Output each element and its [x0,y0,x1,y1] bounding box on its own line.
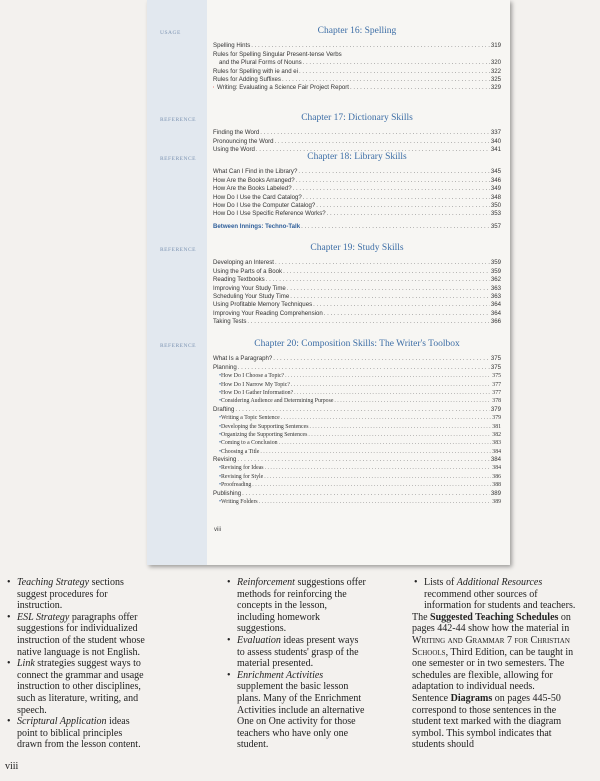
dot-leader [247,318,489,325]
feature-list-3 [412,577,582,612]
toc-entry [213,201,501,209]
dot-leader [303,194,490,201]
dot-leader [334,398,491,404]
dot-leader [238,364,490,371]
toc-entry-page: 384 [490,456,501,464]
toc-entry-title: Using the Word [213,146,255,154]
dot-leader [252,482,491,488]
toc-entry-page: 346 [490,176,501,184]
toc-entry-page: 341 [490,146,501,154]
toc-entry [213,388,501,396]
toc-entry-title: How Do I Use the Computer Catalog? [213,201,316,209]
toc-entry-page: 389 [492,499,501,506]
toc-entry-page: 359 [490,259,501,267]
toc-entry [213,266,501,274]
section-tag: REFERENCE [160,156,196,162]
toc-entry-title: Between Innings: Techno-Talk [213,222,301,230]
toc-entry [213,258,501,266]
toc-entry [213,58,501,66]
dot-leader [287,285,490,292]
toc-entry [213,455,501,463]
toc-entry [213,275,501,283]
toc-entry [213,317,501,325]
toc-entry [213,421,501,429]
toc-entry-page: 379 [492,415,501,422]
section-tag: USAGE [160,30,181,36]
toc-entry-page: 388 [492,482,501,489]
toc-entry [213,371,501,379]
toc-entry [213,446,501,454]
toc-entry-page: 377 [492,381,501,388]
toc-entry [213,41,501,49]
toc-entry-title: • Writing Folders [219,499,258,505]
chapter-title: Chapter 20: Composition Skills: The Writer's Toolbox [254,339,460,349]
toc-entry-title: • Revising for Style [219,474,263,480]
toc-entry-page: 357 [490,222,501,230]
toc-entry-page: 375 [490,355,501,363]
body-column-2 [225,577,366,751]
toc-entry-title: and the Plural Forms of Nouns [219,59,302,67]
toc-entry-page: 325 [490,75,501,83]
toc-entry [213,75,501,83]
toc-entry-title: • Choosing a Title [219,449,259,455]
toc-entry-page: 375 [490,363,501,371]
toc-entry [213,362,501,370]
dot-leader [299,68,490,75]
toc-entry-page: 359 [490,267,501,275]
toc-entry-title: What Is a Paragraph? [213,355,273,363]
toc-entry-title: • Developing the Supporting Sentences [219,424,308,430]
chapter-title: Chapter 18: Library Skills [307,152,407,162]
toc-entry-title: Developing an Interest [213,259,274,267]
toc-entry-title: Drafting [213,405,235,413]
toc-entry-page: 389 [490,489,501,497]
toc-entry-title: How Do I Use Specific Reference Works? [213,210,326,218]
dot-leader [293,185,490,192]
toc-entry [213,354,501,362]
toc-entry [213,471,501,479]
dot-leader [291,382,491,388]
dot-leader [282,76,490,83]
table-of-contents [147,0,510,565]
toc-entry-title: Planning [213,363,237,371]
toc-entry-title: • Coming to a Conclusion [219,440,278,446]
toc-entry-title: Pronouncing the Word [213,137,274,145]
toc-entry-title: How Do I Use the Card Catalog? [213,193,302,201]
toc-entry [213,488,501,496]
toc-entry-title: Taking Tests [213,318,247,326]
toc-entry-title: Reading Textbooks [213,276,265,284]
toc-entry-page: 353 [490,210,501,218]
dot-leader [275,259,490,266]
toc-entry [213,404,501,412]
toc-entry [213,167,501,175]
toc-entry-title: • How Do I Choose a Topic? [219,373,284,379]
dot-leader [290,293,490,300]
toc-entry-title: Publishing [213,489,242,497]
toc-entry-page: 386 [492,473,501,480]
section-tag: REFERENCE [160,343,196,349]
toc-entry [213,430,501,438]
toc-entry-page: 366 [490,318,501,326]
toc-folio: viii [214,527,221,533]
toc-entry-title: • How Do I Narrow My Topic? [219,382,290,388]
page-number: viii [5,761,19,772]
toc-entry-page: 382 [492,431,501,438]
list-item: • Enrichment Activities supplement the basic lesson plans. Many of the Enrichment Activities include an alternative One on One activity for those teachers who have only one student. [225,670,366,751]
chapter-title: Chapter 17: Dictionary Skills [301,113,413,123]
dot-leader [260,129,490,136]
toc-entry-page: 340 [490,137,501,145]
dot-leader [296,177,490,184]
toc-entry-page: 350 [490,201,501,209]
dot-leader [251,42,490,49]
toc-entry [213,283,501,291]
list-item: • Reinforcement suggestions offer methods for reinforcing the concepts in the lesson, including homework suggestions. [225,577,366,635]
dot-leader [294,390,491,396]
dot-leader [301,223,490,230]
toc-entry [213,379,501,387]
toc-entry-page: 345 [490,168,501,176]
toc-entry-page: 377 [492,389,501,396]
toc-entry-page: 348 [490,193,501,201]
chapter-title: Chapter 19: Study Skills [310,243,404,253]
toc-entry-title: • Revising for Ideas [219,465,264,471]
toc-entry-page: 384 [492,465,501,472]
dot-leader [264,474,491,480]
dot-leader [259,499,492,505]
dot-leader [242,490,490,497]
toc-page-image [147,0,510,565]
toc-entry [213,66,501,74]
feature-list-1 [5,577,146,751]
toc-entry [213,184,501,192]
toc-entry [213,396,501,404]
dot-leader [275,138,490,145]
toc-entry [213,209,501,217]
toc-entry [213,463,501,471]
list-item: • Scriptural Application ideas point to biblical principles drawn from the lesson content. [5,716,146,751]
toc-entry-title: • How Do I Gather Information? [219,390,293,396]
dot-leader [279,440,492,446]
toc-entry-title: Finding the Word [213,129,260,137]
toc-entry-page: 384 [492,448,501,455]
toc-entry-page: 379 [490,405,501,413]
toc-entry [213,308,501,316]
feature-list-2 [225,577,366,751]
toc-entry-title: What Can I Find in the Library? [213,168,298,176]
toc-entry-page: 381 [492,423,501,430]
toc-entry-page: 319 [490,42,501,50]
list-item: • Lists of Additional Resources recommend other sources of information for students and teachers. [412,577,582,612]
dot-leader [265,465,492,471]
toc-entry-page: 362 [490,276,501,284]
dot-leader [313,301,490,308]
toc-entry [213,136,501,144]
dot-leader [285,373,491,379]
list-item: • Evaluation ideas present ways to assess students' grasp of the material presented. [225,635,366,670]
toc-entry [213,192,501,200]
section-tag: REFERENCE [160,247,196,253]
dot-leader [350,84,490,91]
toc-entry-title: • Proofreading [219,482,251,488]
toc-entry-title: Writing: Evaluating a Science Fair Project Report [217,84,349,92]
teaching-schedules-paragraph: The Suggested Teaching Schedules on pages 442-44 show how the material in Writing and Grammar 7 for Christian Schools, Third Edition, can be taught in one semester or in two semesters. The schedules are flexible, allowing for adaptation to individual needs. [412,611,574,693]
toc-entry-title: • Considering Audience and Determining Purpose [219,398,333,404]
body-column-3 [412,577,582,751]
dot-leader [324,310,490,317]
dot-leader [283,268,490,275]
toc-entry-title: Spelling Hints [213,42,251,50]
toc-entry-page: 322 [490,67,501,75]
toc-entry [213,438,501,446]
dot-leader [237,456,489,463]
toc-entry [213,128,501,136]
toc-entry-page: 329 [490,84,501,92]
dot-leader [235,406,489,413]
dot-leader [308,432,491,438]
dot-leader [316,202,490,209]
dot-leader [309,424,491,430]
toc-entry-page: 349 [490,185,501,193]
dot-leader [266,276,490,283]
toc-entry [213,480,501,488]
toc-entry-page: 378 [492,398,501,405]
list-item: • ESL Strategy paragraphs offer suggestions for individualized instruction of the student whose native language is not English. [5,612,146,658]
dot-leader [281,415,492,421]
toc-entry-title: How Are the Books Arranged? [213,176,295,184]
toc-entry-title: • Writing a Topic Sentence [219,415,280,421]
chapter-title: Chapter 16: Spelling [317,26,397,36]
toc-entry [213,300,501,308]
dot-leader [303,59,490,66]
toc-entry-title: Rules for Spelling with ie and ei [213,67,299,75]
toc-entry [213,413,501,421]
toc-entry-page: 363 [490,284,501,292]
toc-entry [213,221,501,229]
toc-entry [213,497,501,505]
toc-entry-title: Rules for Spelling Singular Present-tense Verbs [213,50,342,58]
toc-entry-page: 337 [490,129,501,137]
section-tag: REFERENCE [160,117,196,123]
red-arrow-icon [213,84,214,90]
toc-entry-title: Rules for Adding Suffixes [213,75,281,83]
toc-entry-title: • Organizing the Supporting Sentences [219,432,307,438]
toc-entry-page: 320 [490,59,501,67]
diagrams-paragraph: Sentence Diagrams on pages 445-50 correspond to those sentences in the student text marked with the diagram symbol. This symbol indicates that students should [412,692,562,751]
dot-leader [298,168,489,175]
list-item: • Teaching Strategy sections suggest procedures for instruction. [5,577,146,612]
toc-entry [213,292,501,300]
toc-entry [213,83,501,91]
toc-entry-page: 383 [492,440,501,447]
toc-entry-title: Improving Your Study Time [213,284,286,292]
list-item: • Link strategies suggest ways to connect the grammar and usage instruction to other disciplines, such as literature, writing, and speech. [5,658,146,716]
toc-entry-page: 363 [490,292,501,300]
dot-leader [260,449,491,455]
toc-entry-title: Scheduling Your Study Time [213,292,290,300]
toc-entry-page: 364 [490,309,501,317]
toc-entry-title: Improving Your Reading Comprehension [213,309,323,317]
dot-leader [273,355,490,362]
toc-entry-title: Using the Parts of a Book [213,267,283,275]
toc-entry-title: Revising [213,456,237,464]
toc-entry-title: How Are the Books Labeled? [213,185,292,193]
toc-entry-title: Using Profitable Memory Techniques [213,301,313,309]
body-column-1 [5,577,146,751]
toc-entry [213,175,501,183]
dot-leader [327,210,490,217]
toc-entry-page: 375 [492,373,501,380]
toc-entry [213,49,501,57]
toc-entry-page: 364 [490,301,501,309]
